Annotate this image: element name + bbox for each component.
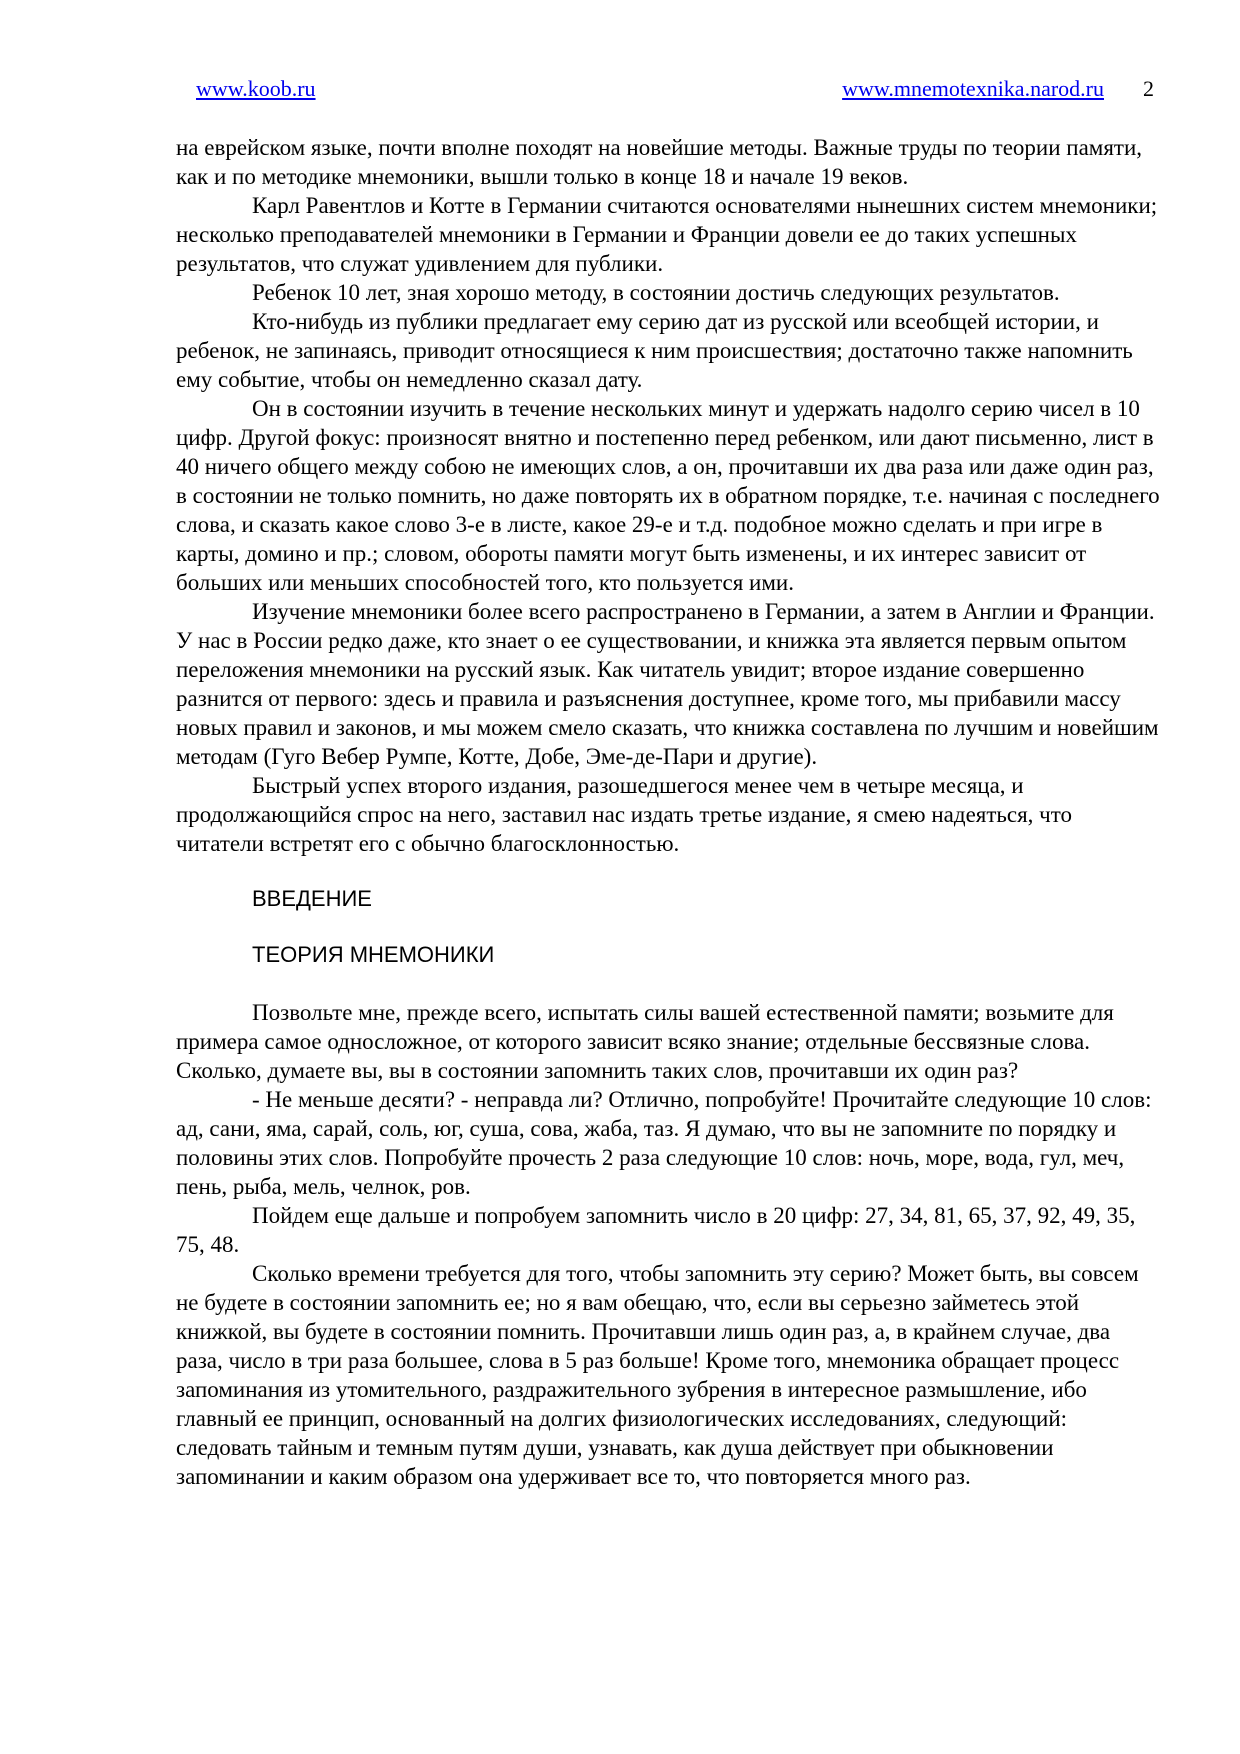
paragraph: Пойдем еще дальше и попробуем запомнить число в 20 цифр: 27, 34, 81, 65, 37, 92, 49, 35, 75, 48. — [176, 1203, 1136, 1257]
paragraph: Сколько времени требуется для того, чтобы запомнить эту серию? Может быть, вы совсем не будете в состоянии запомнить ее; но я вам обещаю, что, если вы серьезно займетесь этой книжкой, вы будете в состоянии помнить. Прочитавши лишь один раз, а, в крайнем случае, два раза, число в три раза большее, слова в 5 раз больше! Кроме того, мнемоника обращает процесс запоминания из утомительного, раздражительного зубрения в интересное размышление, ибо главный ее принцип, основанный на долгих физиологических исследованиях, следующий: следовать тайным и темным путям души, узнавать, как душа действует при обыкновении запоминании и каким образом она удерживает все то, что повторяется много раз. — [176, 1261, 1139, 1489]
heading-introduction: ВВЕДЕНИЕ — [252, 886, 372, 911]
spacer — [176, 969, 1161, 998]
paragraph: Быстрый успех второго издания, разошедшегося менее чем в четыре месяца, и продолжающийся спрос на него, заставил нас издать третье издание, я смею надеяться, что читатели встретят его с обычно благосклонностью. — [176, 773, 1073, 856]
paragraph: - Не меньше десяти? - неправда ли? Отлично, попробуйте! Прочитайте следующие 10 слов: ад, сани, яма, сарай, соль, юг, суша, сова, жаба, таз. Я думаю, что вы не запомните по порядку и половины этих слов. Попробуйте прочесть 2 раза следующие 10 слов: ночь, море, вода, гул, меч, пень, рыба, мель, челнок, ров. — [176, 1087, 1152, 1199]
spacer — [176, 913, 1161, 940]
page-number: 2 — [1143, 76, 1154, 101]
paragraph: Позвольте мне, прежде всего, испытать силы вашей естественной памяти; возьмите для примера самое односложное, от которого зависит всяко знание; отдельные бессвязные слова. Сколько, думаете вы, вы в состоянии запомнить таких слов, прочитавши их один раз? — [176, 1000, 1114, 1083]
paragraph: Ребенок 10 лет, зная хорошо методу, в состоянии достичь следующих результатов. — [252, 280, 1060, 305]
paragraph: Кто-нибудь из публики предлагает ему серию дат из русской или всеобщей истории, и ребенок, не запинаясь, приводит относящиеся к ним происшествия; достаточно также напомнить ему событие, чтобы он немедленно сказал дату. — [176, 309, 1133, 392]
spacer — [176, 858, 1161, 884]
document-body — [176, 133, 1161, 1491]
koob-link[interactable]: www.koob.ru — [196, 76, 316, 101]
paragraph: Изучение мнемоники более всего распространено в Германии, а затем в Англии и Франции. У нас в России редко даже, кто знает о ее существовании, и книжка эта является первым опытом переложения мнемоники на русский язык. Как читатель увидит; второе издание совершенно разнится от первого: здесь и правила и разъяснения доступнее, кроме того, мы прибавили массу новых правил и законов, и мы можем смело сказать, что книжка составлена по лучшим и новейшим методам (Гуго Вебер Румпе, Котте, Добе, Эме-де-Пари и другие). — [176, 599, 1159, 769]
page-header — [196, 74, 1154, 104]
mnemotexnika-link[interactable]: www.mnemotexnika.narod.ru — [842, 76, 1104, 101]
paragraph: Карл Равентлов и Котте в Германии считаются основателями нынешних систем мнемоники; несколько преподавателей мнемоники в Германии и Франции довели ее до таких успешных результатов, что служат удивлением для публики. — [176, 193, 1158, 276]
paragraph: Он в состоянии изучить в течение нескольких минут и удержать надолго серию чисел в 10 цифр. Другой фокус: произносят внятно и постепенно перед ребенком, или дают письменно, лист в 40 ничего общего между собою не имеющих слов, а он, прочитавши их два раза или даже один раз, в состоянии не только помнить, но даже повторять их в обратном порядке, т.е. начиная с последнего слова, и сказать какое слово 3-е в листе, какое 29-е и т.д. подобное можно сделать и при игре в карты, домино и пр.; словом, обороты памяти могут быть изменены, и их интерес зависит от больших или меньших способностей того, кто пользуется ими. — [176, 396, 1160, 595]
paragraph-continuation: на еврейском языке, почти вполне походят на новейшие методы. Важные труды по теории памяти, как и по методике мнемоники, вышли только в конце 18 и начале 19 веков. — [176, 135, 1143, 189]
heading-theory: ТЕОРИЯ МНЕМОНИКИ — [252, 942, 495, 967]
